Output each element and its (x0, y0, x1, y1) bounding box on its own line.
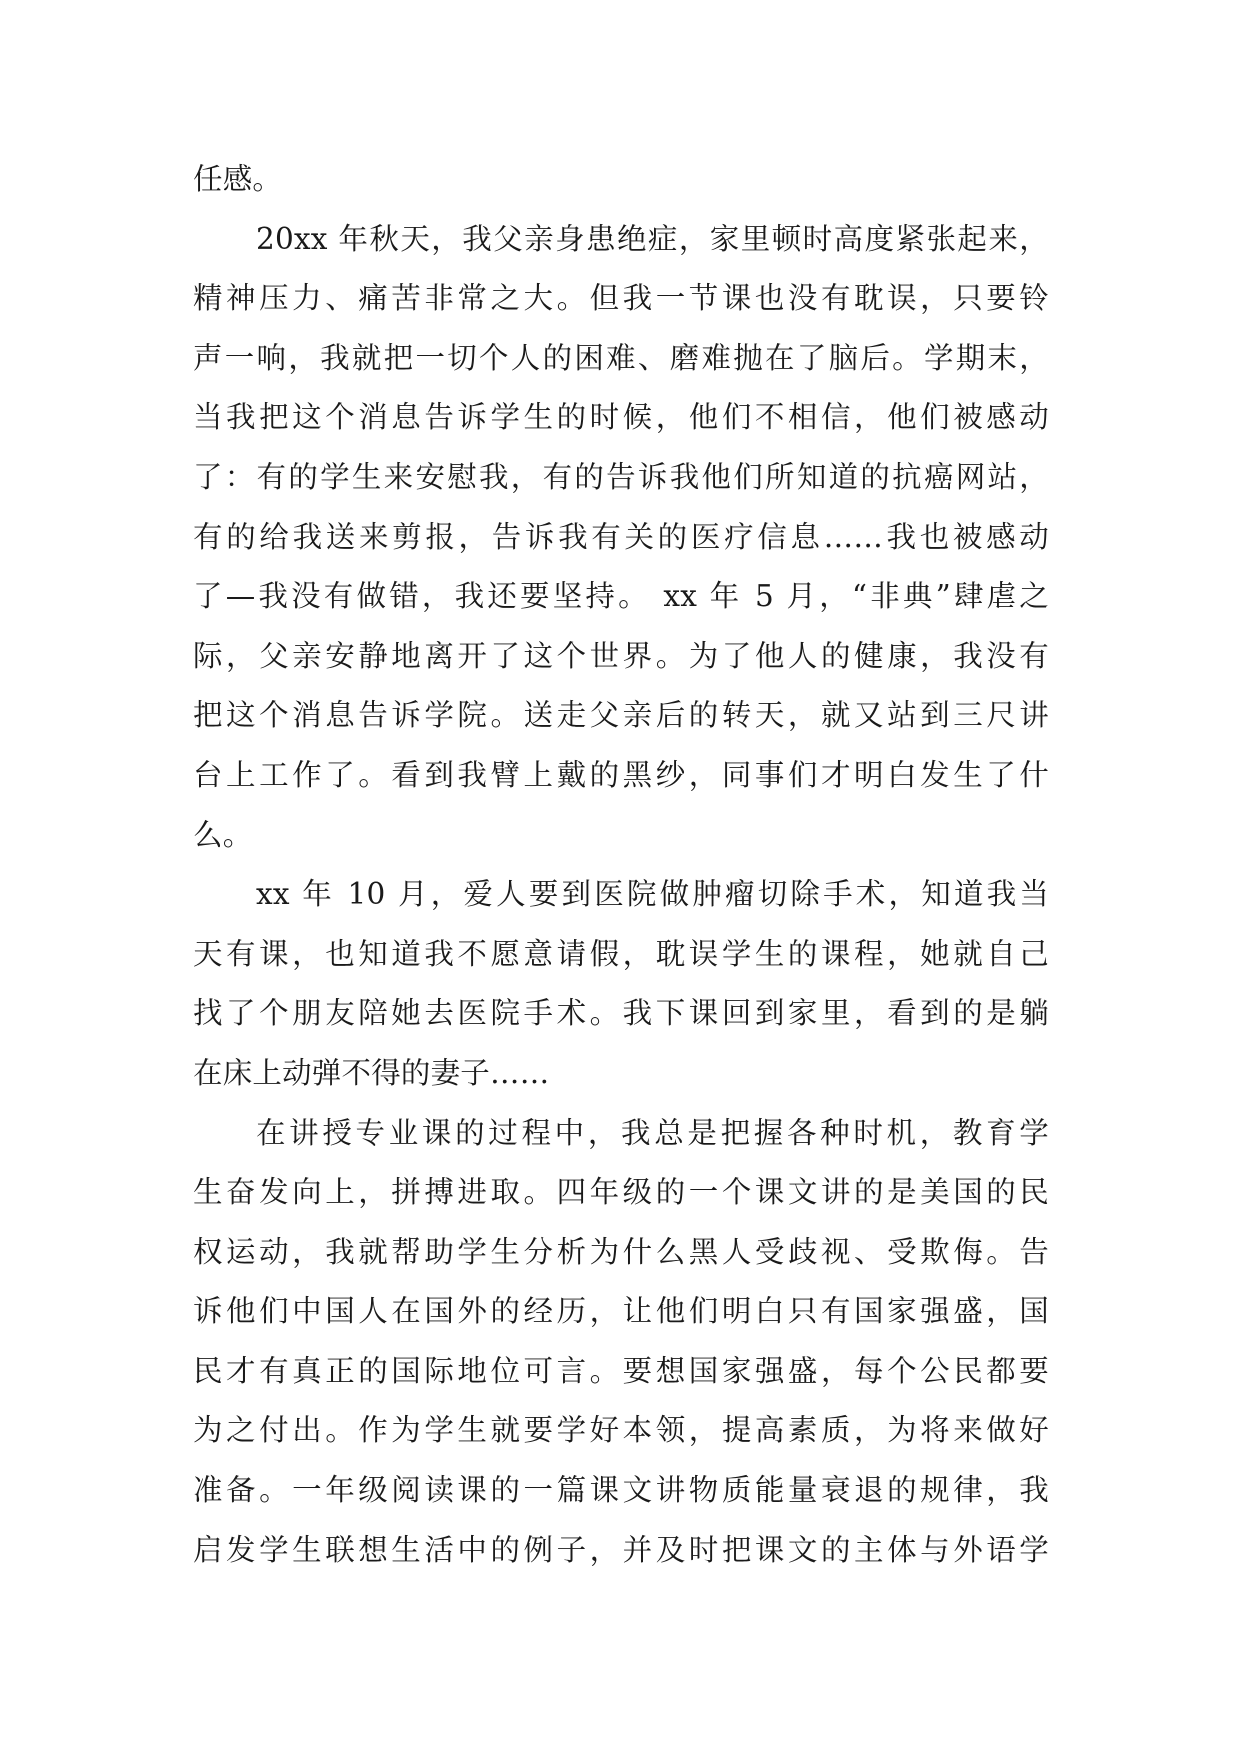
text-line: 诉他们中国人在国外的经历，让他们明白只有国家强盛，国 (193, 1294, 1049, 1329)
text-line: 际，父亲安静地离开了这个世界。为了他人的健康，我没有 (193, 638, 1049, 673)
text-line: 准备。一年级阅读课的一篇课文讲物质能量衰退的规律，我 (193, 1473, 1049, 1508)
text-line: 找了个朋友陪她去医院手术。我下课回到家里，看到的是躺 (193, 996, 1049, 1031)
text-line: 了：有的学生来安慰我，有的告诉我他们所知道的抗癌网站， (193, 459, 1049, 494)
text-line: 生奋发向上，拼搏进取。四年级的一个课文讲的是美国的民 (193, 1175, 1049, 1210)
text-line: 权运动，我就帮助学生分析为什么黑人受歧视、受欺侮。告 (193, 1234, 1049, 1269)
text-line: 把这个消息告诉学院。送走父亲后的转天，就又站到三尺讲 (193, 698, 1049, 733)
text-line: 声一响，我就把一切个人的困难、磨难抛在了脑后。学期末， (193, 340, 1049, 375)
text-line: 有的给我送来剪报，告诉我有关的医疗信息……我也被感动 (193, 519, 1049, 554)
text-line: 启发学生联想生活中的例子，并及时把课文的主体与外语学 (193, 1532, 1049, 1567)
text-line: 民才有真正的国际地位可言。要想国家强盛，每个公民都要 (193, 1353, 1049, 1388)
text-line: 当我把这个消息告诉学生的时候，他们不相信，他们被感动 (193, 400, 1049, 435)
text-line: 台上工作了。看到我臂上戴的黑纱，同事们才明白发生了什 (193, 757, 1049, 792)
paragraph-first-line: 在讲授专业课的过程中，我总是把握各种时机，教育学 (256, 1115, 1049, 1150)
text-line: 任感。 (193, 162, 283, 196)
paragraph-first-line: 20xx 年秋天，我父亲身患绝症，家里顿时高度紧张起来， (256, 221, 1049, 256)
text-line: 天有课，也知道我不愿意请假，耽误学生的课程，她就自己 (193, 936, 1049, 971)
text-line: 了—我没有做错，我还要坚持。 xx 年 5 月，“非典”肆虐之 (193, 579, 1049, 614)
text-line: 在床上动弹不得的妻子…… (193, 1055, 550, 1090)
text-line: 么。 (193, 817, 253, 852)
text-line: 精神压力、痛苦非常之大。但我一节课也没有耽误，只要铃 (193, 281, 1049, 316)
document-body (193, 150, 1049, 1580)
text-line: 为之付出。作为学生就要学好本领，提高素质，为将来做好 (193, 1413, 1049, 1448)
paragraph-first-line: xx 年 10 月，爱人要到医院做肿瘤切除手术，知道我当 (256, 877, 1049, 912)
